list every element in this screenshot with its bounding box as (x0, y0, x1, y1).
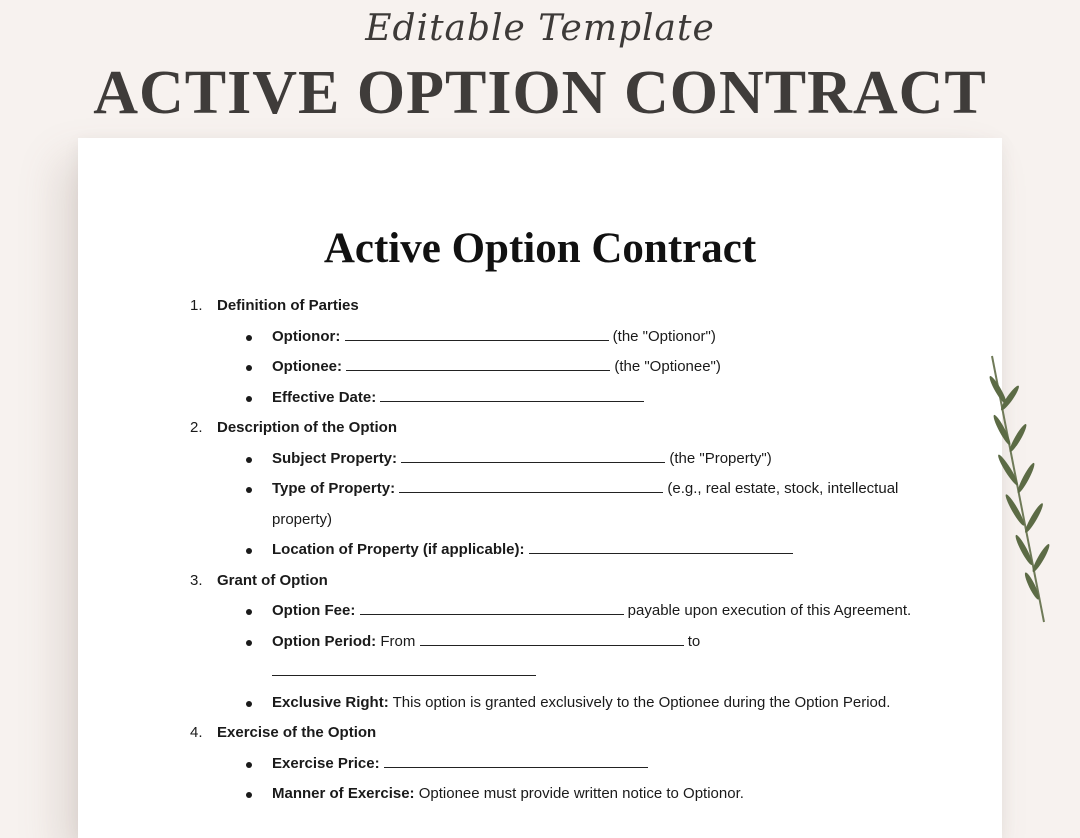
bullet-icon (246, 609, 252, 615)
field-suffix: (the "Optionor") (612, 327, 716, 345)
field-label: Location of Property (if applicable): (272, 541, 525, 558)
field-label: Exclusive Right: (272, 693, 389, 711)
field-suffix: (e.g., real estate, stock, intellectual (667, 480, 899, 497)
bullet-icon (246, 762, 252, 768)
optionee-blank[interactable] (346, 353, 610, 371)
period-end-blank[interactable] (272, 658, 536, 676)
list-item (190, 688, 930, 719)
bullet-icon (246, 365, 252, 371)
field-label: Type of Property: (272, 480, 396, 497)
option-fee-blank[interactable] (360, 597, 624, 615)
field-suffix: to (687, 632, 701, 650)
field-text: Optionee must provide written notice to Optionor. (418, 785, 744, 802)
list-item (190, 352, 930, 383)
bullet-icon (246, 487, 252, 493)
section-number: 3. (190, 571, 203, 589)
bullet-icon (246, 548, 252, 554)
list-item-continuation (190, 505, 930, 536)
exercise-price-blank[interactable] (384, 750, 648, 768)
section-number: 2. (190, 419, 203, 436)
list-item (190, 474, 930, 505)
field-label: Effective Date: (272, 388, 377, 406)
field-prefix: From (380, 632, 416, 650)
field-text: This option is granted exclusively to the Optionee during the Option Period. (392, 693, 891, 711)
list-item (190, 383, 930, 414)
list-item (190, 779, 930, 810)
section-heading (190, 291, 930, 322)
bullet-icon (246, 792, 252, 798)
field-suffix: (the "Property") (669, 449, 772, 467)
list-item (190, 535, 930, 566)
header-script-title: Editable Template (365, 8, 715, 49)
bullet-icon (246, 640, 252, 646)
document-body (190, 291, 930, 810)
list-item (190, 749, 930, 780)
list-item (190, 444, 930, 475)
period-start-blank[interactable] (420, 628, 684, 646)
rosemary-sprig-icon (980, 350, 1070, 630)
property-type-blank[interactable] (399, 475, 663, 493)
field-suffix: payable upon execution of this Agreement. (627, 602, 912, 619)
bullet-icon (246, 396, 252, 402)
section-heading (190, 718, 930, 749)
field-label: Option Fee: (272, 602, 356, 619)
subject-property-blank[interactable] (401, 445, 665, 463)
section-heading (190, 413, 930, 444)
section-title: Description of the Option (217, 419, 397, 436)
bullet-icon (246, 701, 252, 707)
bullet-icon (246, 335, 252, 341)
list-item (190, 627, 930, 658)
effective-date-blank[interactable] (380, 384, 644, 402)
section-number: 4. (190, 724, 203, 741)
list-item (190, 596, 930, 627)
field-label: Manner of Exercise: (272, 785, 415, 802)
header-main-title: ACTIVE OPTION CONTRACT (93, 59, 987, 127)
section-title: Grant of Option (217, 571, 328, 589)
bullet-icon (246, 457, 252, 463)
section-number: 1. (190, 297, 203, 314)
list-item (190, 322, 930, 353)
location-blank[interactable] (529, 536, 793, 554)
section-title: Exercise of the Option (217, 724, 377, 741)
field-label: Optionor: (272, 327, 341, 345)
field-suffix: (the "Optionee") (614, 358, 721, 375)
list-item-continuation (190, 657, 930, 688)
optionor-blank[interactable] (345, 323, 609, 341)
section-heading (190, 566, 930, 597)
section-title: Definition of Parties (217, 297, 359, 314)
field-label: Option Period: (272, 632, 377, 650)
field-label: Optionee: (272, 358, 342, 375)
document-title: Active Option Contract (323, 225, 757, 272)
field-label: Exercise Price: (272, 754, 380, 772)
field-continuation: property) (272, 510, 333, 528)
field-label: Subject Property: (272, 449, 398, 467)
